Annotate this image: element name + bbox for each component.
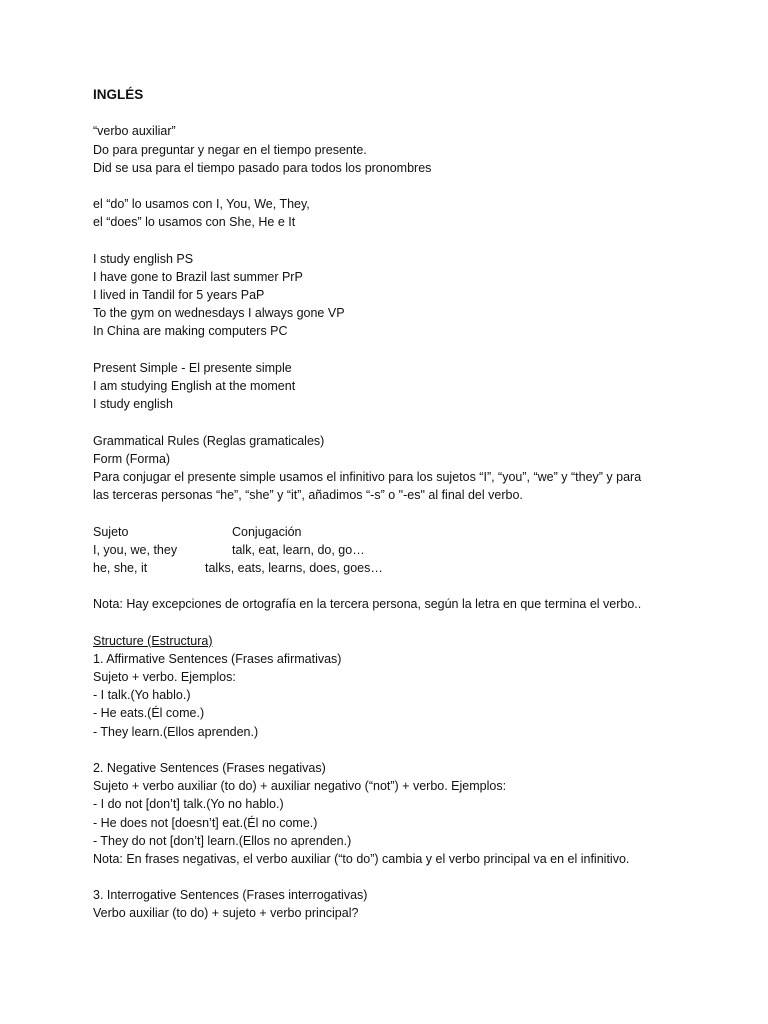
table-cell: I, you, we, they [93, 542, 178, 557]
note-line: Nota: Hay excepciones de ortografía en la tercera persona, según la letra en que termina el verbo.. [93, 597, 642, 612]
text-line: I have gone to Brazil last summer PrP [93, 269, 303, 284]
text-line: I study english PS [93, 251, 194, 266]
text-line: el “do” lo usamos con I, You, We, They, [93, 197, 310, 212]
text-line: I am studying English at the moment [93, 379, 296, 393]
table-header-conjugacion: Conjugación [232, 524, 302, 539]
text-line: To the gym on wednesdays I always gone VP [93, 306, 345, 321]
text-line: Verbo auxiliar (to do) + sujeto + verbo principal? [93, 906, 359, 921]
spacer [93, 341, 733, 359]
table-cell: talk, eat, learn, do, go… [232, 542, 365, 557]
note-line: Nota: En frases negativas, el verbo auxiliar (“to do”) cambia y el verbo principal va en el infinitivo. [93, 851, 630, 866]
spacer [93, 741, 733, 759]
spacer [93, 413, 733, 431]
text-line: - They do not [don’t] learn.(Ellos no aprenden.) [93, 833, 352, 848]
spacer [93, 177, 733, 195]
text-line: - I do not [don’t] talk.(Yo no hablo.) [93, 797, 284, 812]
table-cell: talks, eats, learns, does, goes… [205, 560, 383, 575]
text-line: las terceras personas “he”, “she” y “it”, añadimos “-s” o "-es" al final del verbo. [93, 488, 523, 503]
text-line: Sujeto + verbo. Ejemplos: [93, 670, 236, 684]
document-body [93, 86, 733, 923]
table-cell: he, she, it [93, 560, 148, 575]
spacer [93, 577, 733, 595]
spacer [93, 868, 733, 886]
text-line: I lived in Tandil for 5 years PaP [93, 288, 265, 303]
text-line: Sujeto + verbo auxiliar (to do) + auxiliar negativo (“not”) + verbo. Ejemplos: [93, 779, 507, 794]
spacer [93, 104, 733, 122]
table-header-row [93, 523, 733, 541]
table-row [93, 559, 733, 577]
text-line: “verbo auxiliar” [93, 124, 176, 139]
text-line: In China are making computers PC [93, 324, 288, 339]
text-line: - He eats.(Él come.) [93, 706, 205, 721]
text-line: Present Simple - El presente simple [93, 360, 292, 375]
text-line: 1. Affirmative Sentences (Frases afirmativas) [93, 651, 342, 666]
text-line: el “does” lo usamos con She, He e It [93, 215, 296, 230]
spacer [93, 613, 733, 631]
text-line: 2. Negative Sentences (Frases negativas) [93, 760, 326, 775]
text-line: - He does not [doesn’t] eat.(Él no come.) [93, 815, 318, 830]
spacer [93, 232, 733, 250]
text-line: I study english [93, 397, 173, 412]
text-line: Do para preguntar y negar en el tiempo presente. [93, 142, 367, 157]
spacer [93, 504, 733, 522]
text-line: - I talk.(Yo hablo.) [93, 688, 191, 703]
text-line: - They learn.(Ellos aprenden.) [93, 724, 259, 739]
text-line: 3. Interrogative Sentences (Frases interrogativas) [93, 888, 368, 903]
text-line: Grammatical Rules (Reglas gramaticales) [93, 433, 325, 448]
doc-title: INGLÉS [93, 87, 144, 102]
text-line: Did se usa para el tiempo pasado para todos los pronombres [93, 160, 432, 175]
text-line: Form (Forma) [93, 451, 171, 466]
section-heading-structure: Structure (Estructura) [93, 633, 213, 648]
table-header-sujeto: Sujeto [93, 524, 129, 539]
text-line: Para conjugar el presente simple usamos el infinitivo para los sujetos “I”, “you”, “we” y “they” y para [93, 469, 642, 484]
table-row [93, 541, 733, 559]
